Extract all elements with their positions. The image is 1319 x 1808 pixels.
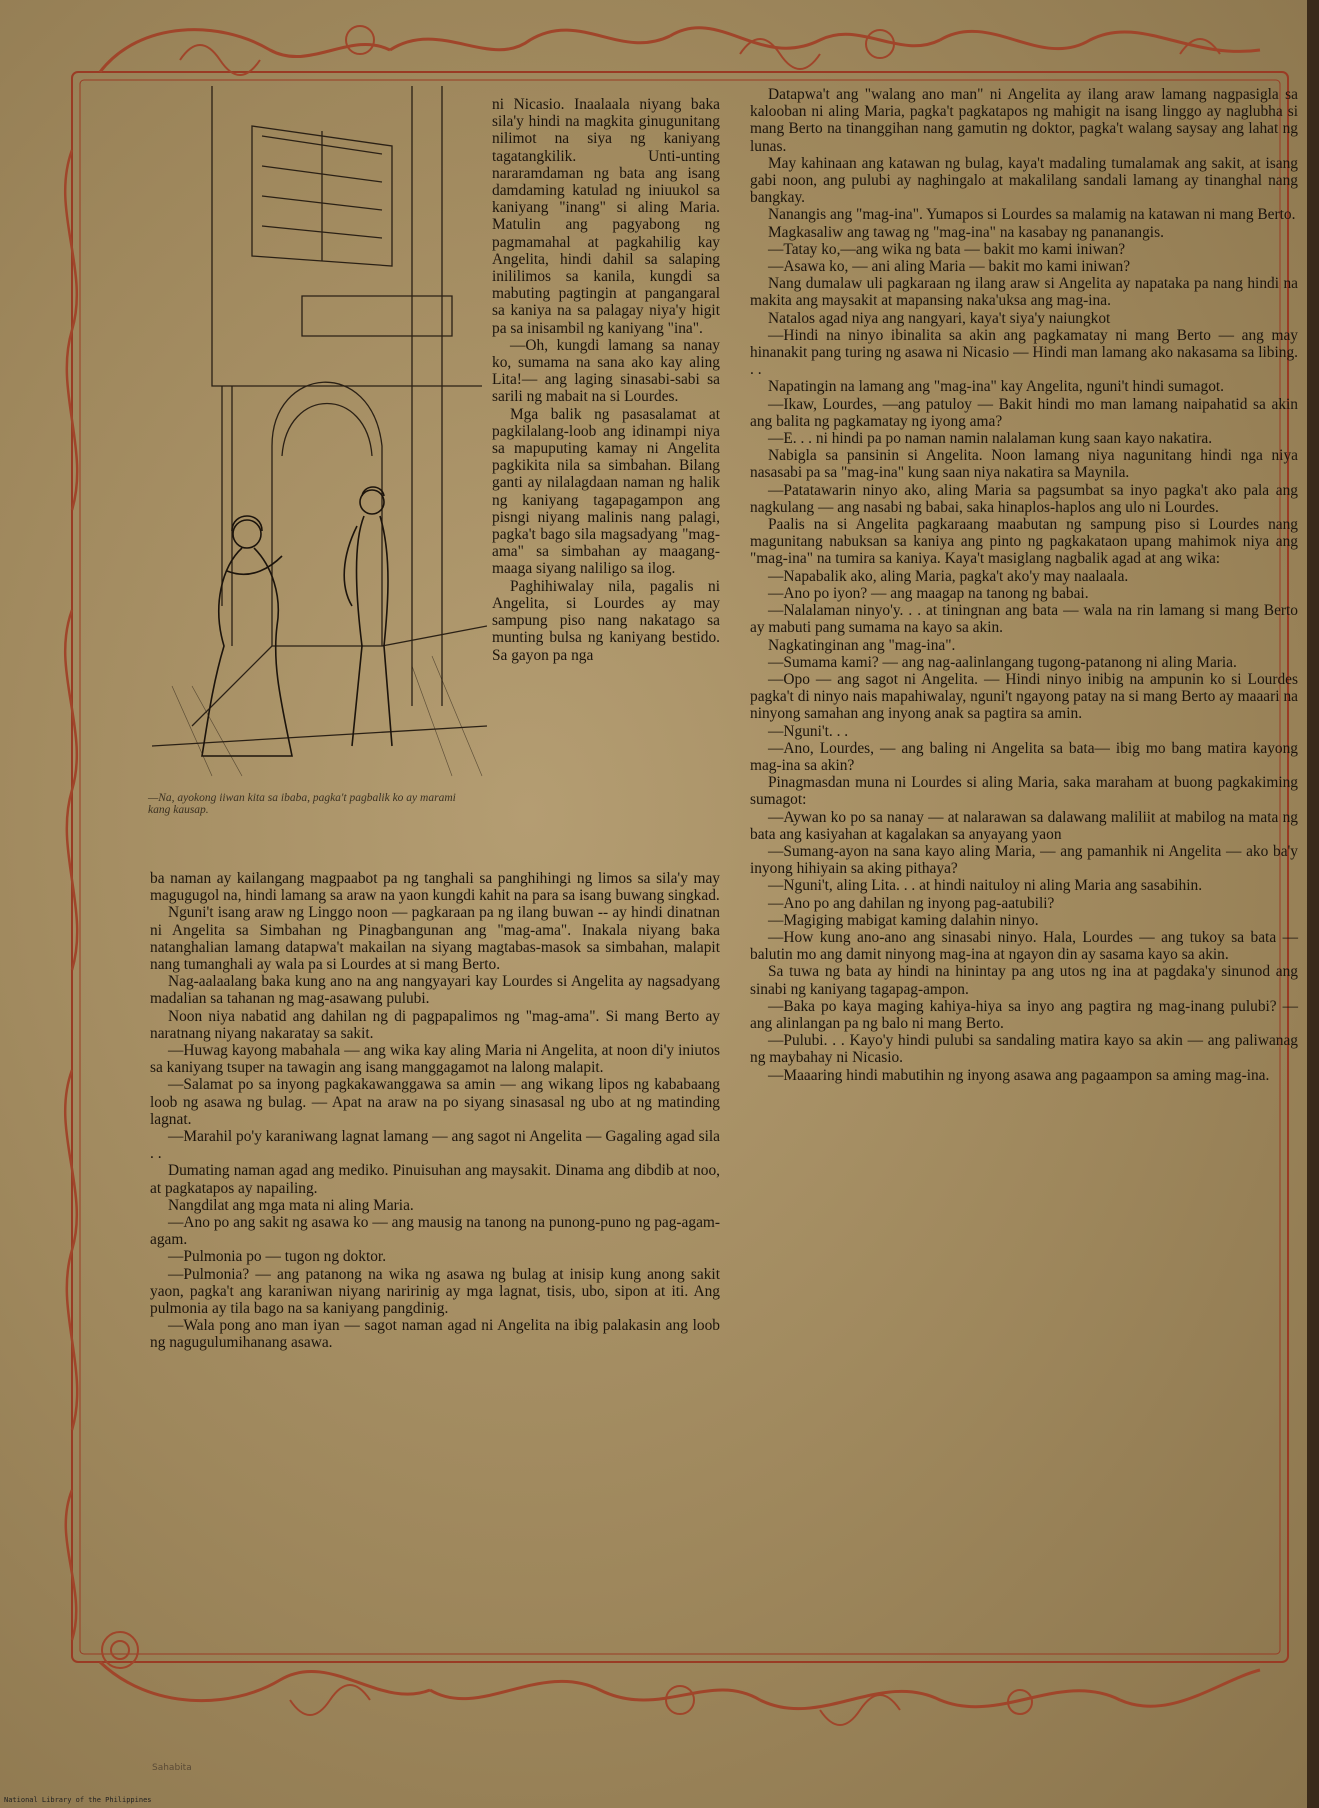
paragraph: —Salamat po sa inyong pagkakawanggawa sa amin — ang wikang lipos ng kababaang loob ng asawa ng bulag. — Apat na araw na po siyang sinasasal ng ubo at ng matinding lagnat. <box>150 1076 720 1128</box>
paragraph: May kahinaan ang katawan ng bulag, kaya't madaling tumalamak ang sakit, at isang gabi noon, ang pulubi ay naghingalo at makalilang sandali lamang ay tinanghal nang bangkay. <box>750 154 1298 207</box>
paragraph: Nag-aalaalang baka kung ano na ang nangyayari kay Lourdes si Angelita ay nagsadyang madalian sa tahanan ng mag-asawang pulubi. <box>150 973 720 1008</box>
paragraph: Dumating naman agad ang mediko. Pinuisuhan ang maysakit. Dinama ang dibdib at noo, at pagkatapos ay napailing. <box>150 1162 720 1197</box>
paragraph: —Napabalik ako, aling Maria, pagka't ako'y may naalaala. <box>768 567 1129 585</box>
paragraph: Datapwa't ang "walang ano man" ni Angelita ay ilang araw lamang nagpasigla sa kalooban ni aling Maria, pagka't pagkatapos ng mahigit na isang linggo ay naglubha si mang Berto na tinanggihan nang gamutin ng doktor, pagka't walang saysay ang lahat ng lunas. <box>750 86 1298 155</box>
paragraph: —Ano po ang dahilan ng inyong pag-aatubili? <box>768 894 1055 912</box>
column2 <box>750 86 1298 1084</box>
paragraph: —Nalalaman ninyo'y. . . at tiningnan ang bata — wala na rin lamang si mang Berto ay mabuti pang sumama na kayo sa akin. <box>750 602 1298 637</box>
paragraph: Magkasaliw ang tawag ng "mag-ina" na kasabay ng pananangis. <box>768 223 1164 241</box>
column1-bottom <box>150 870 720 1352</box>
paragraph: Mga balik ng pasasalamat at pagkilalang-loob ang idinampi niya sa mapuputing kamay ni Angelita pagkikita nila sa simbahan. Bilang ganti ay nilalagdaan naman ng halik ng kaniyang tagapagampon ang pisngi niyang malinis nang palagi, pagka't bago sila magsadyang "mag-ama" sa simbahan ay maagang-maaga siyang naliligo sa ilog. <box>492 405 720 578</box>
paragraph: ba naman ay kailangang magpaabot pa ng tanghali sa panghihingi ng limos sa sila'y may magugugol na, hindi lamang sa araw na yaon kungdi kahit na para sa isang buwang singkad. <box>150 870 720 905</box>
paragraph: —Aywan ko po sa nanay — at nalarawan sa dalawang maliliit at mabilog na mata ng bata ang kasiyahan at kagalakan sa anyayang yaon <box>750 808 1298 843</box>
paragraph: Natalos agad niya ang nangyari, kaya't siya'y naiungkot <box>768 309 1111 327</box>
paragraph: —Tatay ko,—ang wika ng bata — bakit mo kami iniwan? <box>768 240 1126 258</box>
paragraph: Napatingin na lamang ang "mag-ina" kay Angelita, nguni't hindi sumagot. <box>768 378 1225 396</box>
paragraph: —Pulubi. . . Kayo'y hindi pulubi sa sandaling matira kayo sa akin — ang paliwanag ng maybahay ni Nicasio. <box>750 1032 1298 1067</box>
column1-top <box>492 96 720 664</box>
paragraph: Noon niya nabatid ang dahilan ng di pagpapalimos ng "mag-ama". Si mang Berto ay naratnang niyang nakaratay sa sakit. <box>150 1007 720 1042</box>
paragraph: —Wala pong ano man iyan — sagot naman agad ni Angelita na ibig palakasin ang loob ng nagugulumihanang asawa. <box>150 1317 720 1352</box>
paragraph: —Huwag kayong mabahala — ang wika kay aling Maria ni Angelita, at noon di'y iniutos sa kaniyang tsuper na tawagin ang isang manggagamot na lalong malapit. <box>150 1042 720 1077</box>
paragraph: —Oh, kungdi lamang sa nanay ko, sumama na sana ako kay aling Lita!— ang laging sinasabi-sabi sa sarili ng mabait na si Lourdes. <box>492 336 720 406</box>
paragraph: —Patatawarin ninyo ako, aling Maria sa pagsumbat sa inyo pagka't ako pala ang nagkulang — ang nasabi ng babai, saka hinaplos-haplos ang ulo ni Lourdes. <box>750 481 1298 516</box>
paragraph: —Pulmonia po — tugon ng doktor. <box>168 1248 387 1266</box>
paragraph: —Ano po iyon? — ang maagap na tanong ng babai. <box>768 584 1089 602</box>
paragraph: —Maaaring hindi mabutihin ng inyong asawa ang pagaampon sa aming mag-ina. <box>768 1066 1270 1084</box>
paragraph: Paalis na si Angelita pagkaraang maabutan ng sampung piso si Lourdes nang magunitang nabuksan sa kaniya ang pinto ng pagkakataon upang mahimok niya ang "mag-ina" na tumira sa kaniya. Kaya't masiglang nagbalik agad at ang wika: <box>750 516 1298 568</box>
paragraph: Sa tuwa ng bata ay hindi na hinintay pa ang utos ng ina at pagdaka'y sinunod ang sinabi ng kaniyang tagapag-ampon. <box>750 963 1298 998</box>
page-edge <box>1307 0 1319 1808</box>
paragraph: —Sumang-ayon na sana kayo aling Maria, — ang pamanhik ni Angelita — ako ba'y inyong hihiyain sa aking pithaya? <box>750 842 1298 878</box>
paragraph: —Nguni't, aling Lita. . . at hindi naituloy ni aling Maria ang sasabihin. <box>768 877 1203 895</box>
paragraph: Paghihiwalay nila, pagalis ni Angelita, si Lourdes ay may sampung piso nang nakatago sa munting bulsa ng kaniyang bestido. Sa gayon pa nga <box>492 577 720 664</box>
paragraph: —Magiging mabigat kaming dalahin ninyo. <box>768 911 1039 929</box>
paragraph: —Sumama kami? — ang nag-aalinlangang tugong-patanong ni aling Maria. <box>768 653 1237 671</box>
paragraph: —Ano po ang sakit ng asawa ko — ang mausig na tanong na punong-puno ng pag-agam-agam. <box>150 1214 720 1249</box>
paragraph: —Marahil po'y karaniwang lagnat lamang — ang sagot ni Angelita — Gagaling agad sila . . <box>150 1128 720 1163</box>
paragraph: —Hindi na ninyo ibinalita sa akin ang pagkamatay ni mang Berto — ang may hinanakit pang turing ng asawa ni Nicasio — Hindi man lamang ako nakasama sa libing. . . <box>750 326 1298 379</box>
library-credit: National Library of the Philippines <box>4 1796 152 1804</box>
illustration-caption: —Na, ayokong iiwan kita sa ibaba, pagka't pagbalik ko ay marami kang kausap. <box>148 792 456 816</box>
paragraph: —Opo — ang sagot ni Angelita. — Hindi ninyo inibig na ampunin ko si Lourdes pagka't di ninyo nais mapahiwalay, nguni't ngayong patay na si mang Berto ay maaari na ninyong samahan ang inyong anak sa pagtira sa amin. <box>750 670 1298 723</box>
paragraph: —E. . . ni hindi pa po naman namin nalalaman kung saan kayo nakatira. <box>768 430 1213 448</box>
paragraph: —Baka po kaya maging kahiya-hiya sa inyo ang pagtira ng mag-inang pulubi? — ang alinlangan pa ng balo ni mang Berto. <box>750 997 1298 1032</box>
paragraph: —Asawa ko, — ani aling Maria — bakit mo kami iniwan? <box>768 258 1131 276</box>
paragraph: —Ano, Lourdes, — ang baling ni Angelita sa bata— ibig mo bang matira kayong mag-ina sa akin? <box>750 739 1298 774</box>
paragraph: Nabigla sa pansinin si Angelita. Noon lamang niya nagunitang hindi nga niya nasasabi pa sa "mag-ina" kung saan niya nakatira sa Maynila. <box>750 447 1298 482</box>
paragraph: —How kung ano-ano ang sinasabi ninyo. Hala, Lourdes — ang tukoy sa bata — balutin mo ang damit ninyong mag-ina at ngayon din ay sasama kayo sa akin. <box>750 928 1298 964</box>
paragraph: Nang dumalaw uli pagkaraan ng ilang araw si Angelita ay napataka pa nang hindi na makita ang maysakit at mapansing naka'uksa ang mag-ina. <box>750 275 1298 310</box>
paragraph: Nguni't isang araw ng Linggo noon — pagkaraan pa ng ilang buwan -- ay hindi dinatnan ni Angelita sa Simbahan ng Pinagbangunan ang "mag-ama". Inakala niyang baka natanghalian lamang datapwa't makailan na siyang magtabas-masok sa simbahan, malapit nang tumanghali ay wala pa si Lourdes at si mang Berto. <box>150 904 720 974</box>
paragraph: Nanangis ang "mag-ina". Yumapos si Lourdes sa malamig na katawan ni mang Berto. <box>768 206 1296 224</box>
page-mark: Sahabita <box>152 1763 192 1773</box>
paragraph: ni Nicasio. Inaalaala niyang baka sila'y hindi na magkita ginugunitang nilimot na siya ng kaniyang tagatangkilik. Unti-unting nararamdaman ng bata ang isang damdaming katulad ng iniuukol sa kaniyang "inang" si aling Maria. Matulin ang pagyabong ng pagmamahal at pagkahilig kay Angelita, hindi dahil sa salaping inililimos sa kanila, kungdi sa mabuting pagtingin at pangangaral sa kaniya na sa palagay niya'y higit pa sa inisambil ng kaniyang "ina". <box>492 96 720 337</box>
story-illustration <box>152 86 487 786</box>
paragraph: Nangdilat ang mga mata ni aling Maria. <box>168 1196 414 1214</box>
paragraph: Nagkatinginan ang "mag-ina". <box>768 636 956 654</box>
paragraph: —Ikaw, Lourdes, —ang patuloy — Bakit hindi mo man lamang naipahatid sa akin ang balita ng pagkamatay ng iyong ama? <box>750 395 1298 430</box>
paragraph: —Pulmonia? — ang patanong na wika ng asawa ng bulag at inisip kung anong sakit yaon, pagka't ang karaniwan niyang naririnig ay mga lagnat, tisis, ubo, sipon at iti. Ang pulmonia ay tila bago na sa kaniyang pangdinig. <box>150 1265 720 1318</box>
paragraph: —Nguni't. . . <box>768 722 849 740</box>
paragraph: Pinagmasdan muna ni Lourdes si aling Maria, saka maraham at buong pagkakiming sumagot: <box>750 774 1298 809</box>
